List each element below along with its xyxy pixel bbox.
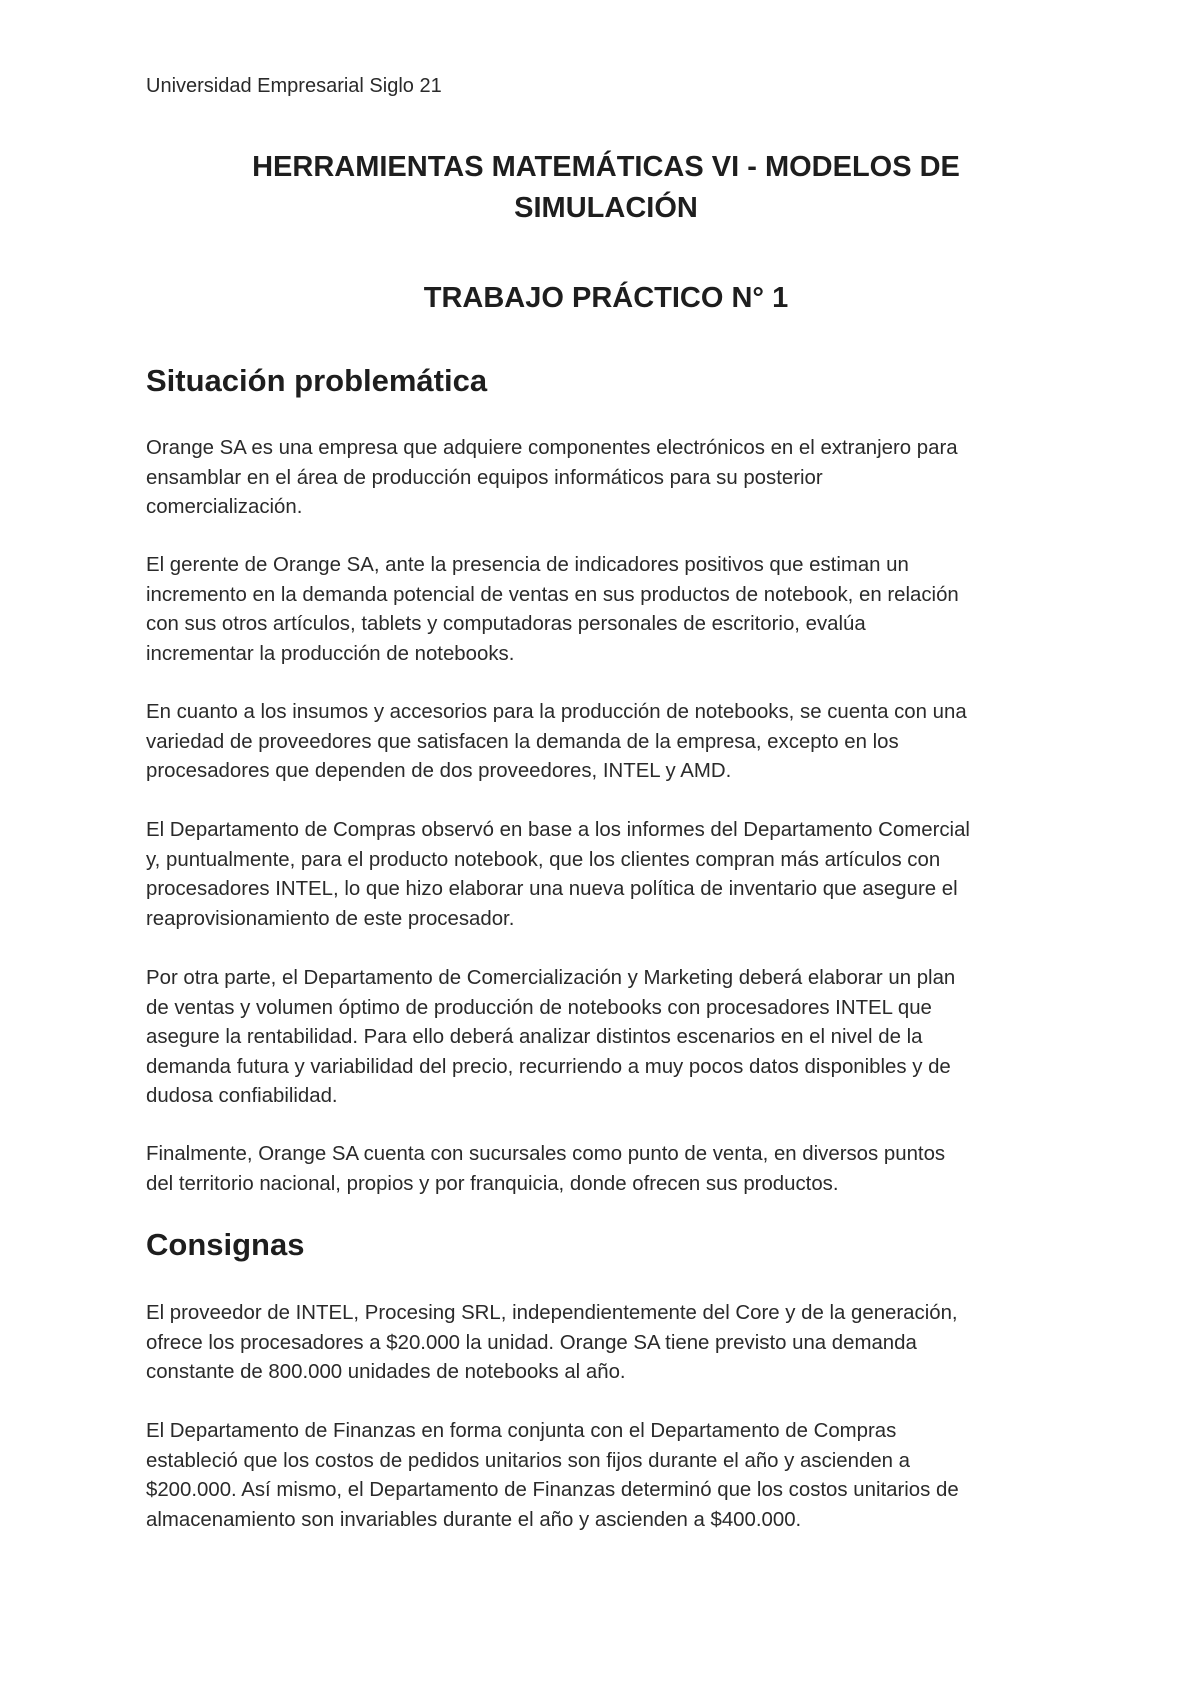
section-heading-situacion: Situación problemática: [146, 363, 488, 398]
text-line: incremento en la demanda potencial de ventas en sus productos de notebook, en relación: [146, 583, 959, 606]
institution-header: Universidad Empresarial Siglo 21: [146, 75, 442, 97]
text-line: En cuanto a los insumos y accesorios para la producción de notebooks, se cuenta con una: [146, 701, 967, 723]
text-line: incrementar la producción de notebooks.: [146, 642, 515, 665]
text-line: procesadores que dependen de dos proveedores, INTEL y AMD.: [146, 760, 732, 782]
text-line: El proveedor de INTEL, Procesing SRL, independientemente del Core y de la generación,: [146, 1302, 958, 1324]
paragraph-consignas-1: [146, 1299, 1066, 1388]
text-line: comercialización.: [146, 496, 303, 518]
text-line: almacenamiento son invariables durante el año y ascienden a $400.000.: [146, 1508, 802, 1531]
section-heading-consignas: Consignas: [146, 1227, 305, 1262]
text-line: de ventas y volumen óptimo de producción de notebooks con procesadores INTEL que: [146, 996, 932, 1019]
text-line: Por otra parte, el Departamento de Comercialización y Marketing deberá elaborar un plan: [146, 967, 956, 989]
text-line: con sus otros artículos, tablets y computadoras personales de escritorio, evalúa: [146, 613, 866, 635]
paragraph-situacion-6: [146, 1140, 1066, 1199]
title-line: HERRAMIENTAS MATEMÁTICAS VI - MODELOS DE: [252, 151, 960, 183]
text-line: procesadores INTEL, lo que hizo elaborar una nueva política de inventario que asegure el: [146, 878, 958, 900]
text-line: ofrece los procesadores a $20.000 la unidad. Orange SA tiene previsto una demanda: [146, 1331, 917, 1354]
paragraph-situacion-2: [146, 551, 1066, 669]
document-subtitle: TRABAJO PRÁCTICO N° 1: [423, 282, 789, 314]
text-line: reaprovisionamiento de este procesador.: [146, 907, 515, 930]
text-line: Finalmente, Orange SA cuenta con sucursales como punto de venta, en diversos puntos: [146, 1143, 946, 1165]
paragraph-situacion-1: [146, 434, 1066, 523]
text-line: constante de 800.000 unidades de notebooks al año.: [146, 1361, 626, 1383]
text-line: dudosa confiabilidad.: [146, 1085, 338, 1107]
paragraph-consignas-2: [146, 1417, 1066, 1535]
text-line: variedad de proveedores que satisfacen la demanda de la empresa, excepto en los: [146, 730, 899, 753]
text-line: asegure la rentabilidad. Para ello deberá analizar distintos escenarios en el nivel de la: [146, 1026, 923, 1048]
paragraph-situacion-5: [146, 964, 1066, 1112]
text-line: $200.000. Así mismo, el Departamento de Finanzas determinó que los costos unitarios de: [146, 1479, 959, 1501]
paragraph-situacion-4: [146, 816, 1066, 934]
text-line: El gerente de Orange SA, ante la presencia de indicadores positivos que estiman un: [146, 554, 909, 576]
text-line: El Departamento de Finanzas en forma conjunta con el Departamento de Compras: [146, 1420, 897, 1442]
text-line: del territorio nacional, propios y por franquicia, donde ofrecen sus productos.: [146, 1172, 839, 1195]
title-line: SIMULACIÓN: [514, 192, 698, 224]
text-line: El Departamento de Compras observó en base a los informes del Departamento Comercial: [146, 819, 970, 841]
document-title: [146, 147, 1066, 229]
text-line: estableció que los costos de pedidos unitarios son fijos durante el año y ascienden a: [146, 1449, 911, 1472]
text-line: demanda futura y variabilidad del precio, recurriendo a muy pocos datos disponibles y de: [146, 1055, 951, 1078]
text-line: Orange SA es una empresa que adquiere componentes electrónicos en el extranjero para: [146, 437, 958, 459]
paragraph-situacion-3: [146, 698, 1066, 787]
text-line: y, puntualmente, para el producto notebook, que los clientes compran más artículos con: [146, 848, 941, 871]
text-line: ensamblar en el área de producción equipos informáticos para su posterior: [146, 466, 823, 489]
